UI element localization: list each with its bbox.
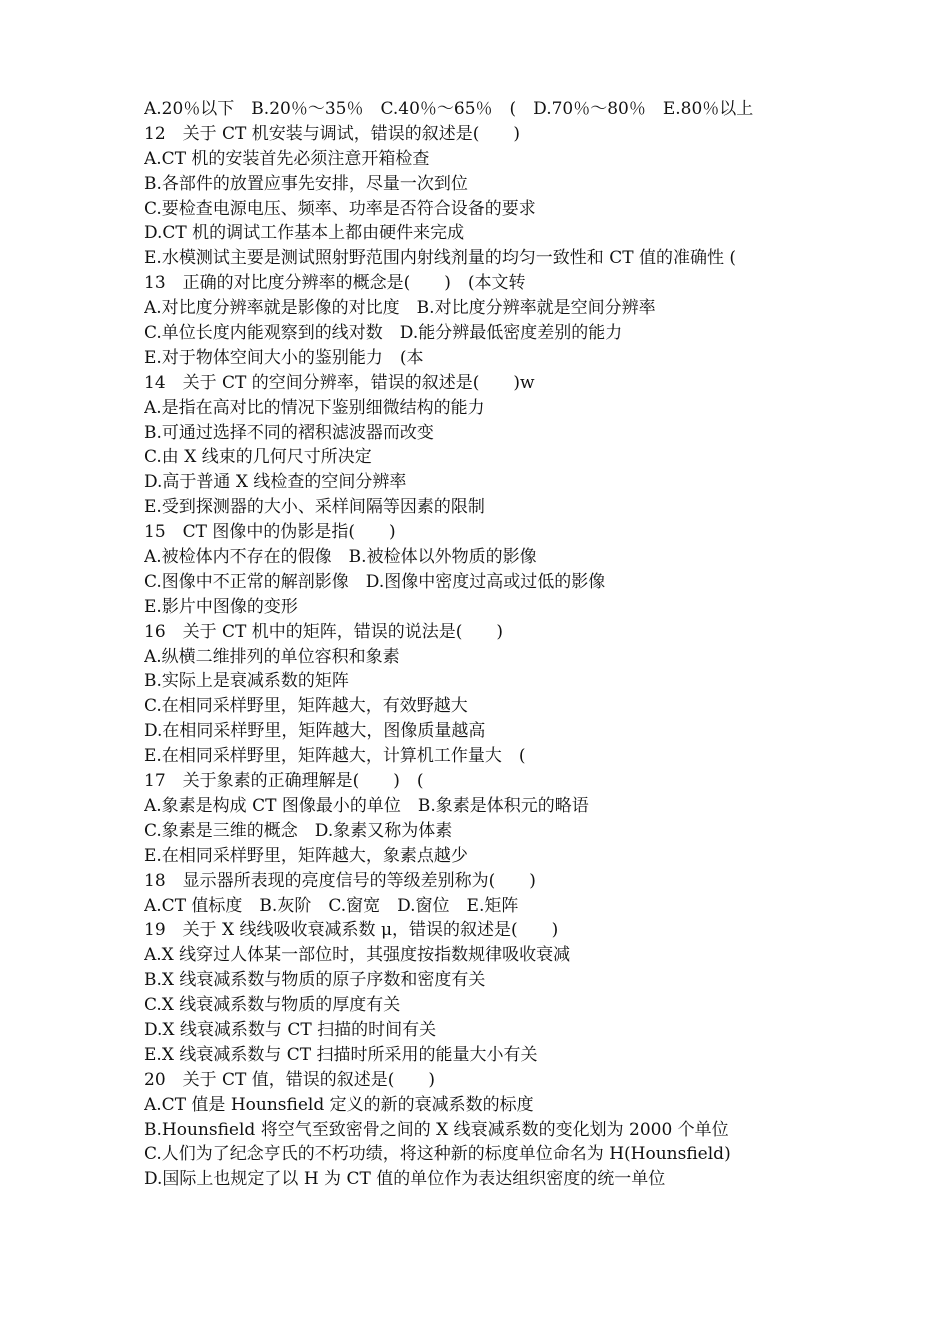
- text-line: D.国际上也规定了以 H 为 CT 值的单位作为表达组织密度的统一单位: [144, 1169, 666, 1190]
- text-line: E.在相同采样野里，矩阵越大，计算机工作量大 (: [144, 746, 526, 767]
- text-line: A.CT 值标度 B.灰阶 C.窗宽 D.窗位 E.矩阵: [144, 895, 519, 916]
- text-line: E.在相同采样野里，矩阵越大，象素点越少: [144, 845, 468, 866]
- text-line: A.是指在高对比的情况下鉴别细微结构的能力: [144, 397, 485, 418]
- text-line: C.X 线衰减系数与物质的厚度有关: [144, 995, 401, 1016]
- text-line: C.人们为了纪念亨氏的不朽功绩，将这种新的标度单位命名为 H(Hounsfield): [144, 1144, 731, 1165]
- text-line: B.各部件的放置应事先安排，尽量一次到位: [144, 173, 468, 194]
- question-14-stem: 14 关于 CT 的空间分辨率，错误的叙述是( )w: [144, 372, 535, 393]
- text-line: E.受到探测器的大小、采样间隔等因素的限制: [144, 497, 485, 518]
- text-line: A.对比度分辨率就是影像的对比度 B.对比度分辨率就是空间分辨率: [144, 298, 656, 319]
- text-line: B.实际上是衰减系数的矩阵: [144, 671, 349, 692]
- text-line: A.X 线穿过人体某一部位时，其强度按指数规律吸收衰减: [144, 945, 571, 966]
- document-body: [144, 97, 834, 1192]
- text-line: D.CT 机的调试工作基本上都由硬件来完成: [144, 223, 465, 244]
- text-line: E.对于物体空间大小的鉴别能力 (本: [144, 347, 424, 368]
- question-19-stem: 19 关于 X 线线吸收衰减系数 μ，错误的叙述是( ): [144, 920, 559, 941]
- text-line: A.CT 值是 Hounsfield 定义的新的衰减系数的标度: [144, 1094, 534, 1115]
- text-line: A.20％以下 B.20％～35％ C.40％～65％ ( D.70％～80％ E.80％以上: [144, 99, 754, 119]
- question-18-stem: 18 显示器所表现的亮度信号的等级差别称为( ): [144, 870, 536, 891]
- text-line: E.影片中图像的变形: [144, 596, 298, 617]
- text-line: D.X 线衰减系数与 CT 扫描的时间有关: [144, 1019, 437, 1040]
- text-line: A.CT 机的安装首先必须注意开箱检查: [144, 148, 430, 169]
- text-line: C.在相同采样野里，矩阵越大，有效野越大: [144, 696, 468, 717]
- text-line: A.纵横二维排列的单位容积和象素: [144, 646, 400, 667]
- text-line: C.单位长度内能观察到的线对数 D.能分辨最低密度差别的能力: [144, 323, 623, 344]
- text-line: D.高于普通 X 线检查的空间分辨率: [144, 472, 407, 493]
- text-line: A.象素是构成 CT 图像最小的单位 B.象素是体积元的略语: [144, 795, 589, 816]
- text-line: D.在相同采样野里，矩阵越大，图像质量越高: [144, 721, 486, 742]
- text-line: E.水模测试主要是测试照射野范围内射线剂量的均匀一致性和 CT 值的准确性 (: [144, 248, 737, 269]
- text-line: B.X 线衰减系数与物质的原子序数和密度有关: [144, 970, 486, 991]
- question-15-stem: 15 CT 图像中的伪影是指( ): [144, 522, 396, 543]
- text-line: C.象素是三维的概念 D.象素又称为体素: [144, 820, 453, 841]
- question-16-stem: 16 关于 CT 机中的矩阵，错误的说法是( ): [144, 621, 504, 642]
- question-12-stem: 12 关于 CT 机安装与调试，错误的叙述是( ): [144, 123, 521, 144]
- text-line: A.被检体内不存在的假像 B.被检体以外物质的影像: [144, 547, 537, 568]
- text-line: C.要检查电源电压、频率、功率是否符合设备的要求: [144, 198, 536, 219]
- text-line: B.可通过选择不同的褶积滤波器而改变: [144, 422, 434, 443]
- question-13-stem: 13 正确的对比度分辨率的概念是( ) (本文转: [144, 273, 526, 294]
- question-20-stem: 20 关于 CT 值，错误的叙述是( ): [144, 1069, 436, 1090]
- text-line: C.由 X 线束的几何尺寸所决定: [144, 447, 372, 468]
- text-line: E.X 线衰减系数与 CT 扫描时所采用的能量大小有关: [144, 1044, 538, 1065]
- text-line: C.图像中不正常的解剖影像 D.图像中密度过高或过低的影像: [144, 571, 606, 592]
- text-line: B.Hounsfield 将空气至致密骨之间的 X 线衰减系数的变化划为 2000 个单位: [144, 1119, 729, 1140]
- question-17-stem: 17 关于象素的正确理解是( ) (: [144, 771, 424, 792]
